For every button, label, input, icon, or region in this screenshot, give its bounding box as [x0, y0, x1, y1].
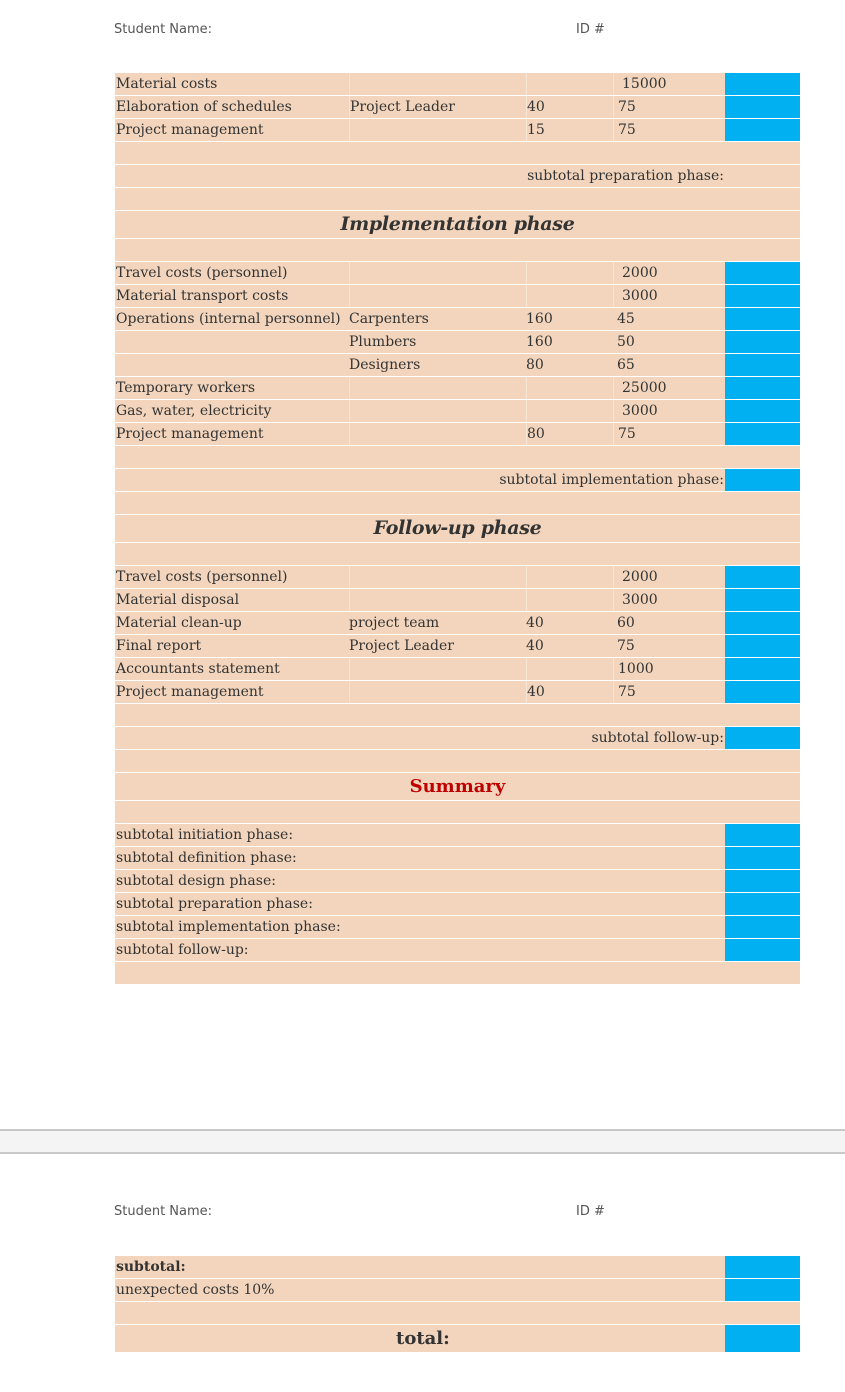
role-cell: [349, 262, 526, 284]
hours-cell: 40: [526, 638, 544, 654]
item-cell: Travel costs (personnel): [116, 569, 288, 585]
amount-input[interactable]: [725, 331, 800, 353]
rate-cell: 50: [617, 334, 635, 350]
amount-input[interactable]: [725, 119, 800, 141]
phase-title-row: [115, 211, 800, 239]
hours-cell: 40: [526, 615, 544, 631]
rate-cell: 15000: [613, 73, 725, 95]
hours-cell: [526, 285, 613, 307]
hours-cell: [526, 377, 613, 399]
summary-input[interactable]: [725, 847, 800, 869]
table-row: [115, 400, 800, 423]
empty-row: [115, 704, 800, 727]
hours-cell: [526, 658, 613, 680]
empty-row: [115, 446, 800, 469]
hours-cell: [526, 589, 613, 611]
rate-cell: 3000: [613, 400, 725, 422]
summary-label: subtotal follow-up:: [116, 942, 249, 958]
summary-row: [115, 916, 800, 939]
rate-cell: 60: [617, 615, 635, 631]
student-name-label: Student Name:: [114, 22, 213, 37]
summary-row: [115, 870, 800, 893]
amount-input[interactable]: [725, 681, 800, 703]
role-cell: Plumbers: [349, 334, 417, 350]
summary-label: subtotal preparation phase:: [116, 896, 313, 912]
amount-input[interactable]: [725, 262, 800, 284]
amount-input[interactable]: [725, 589, 800, 611]
item-cell: Material transport costs: [116, 288, 289, 304]
role-cell: Project Leader: [349, 638, 454, 654]
subtotal-label: subtotal:: [116, 1259, 186, 1275]
item-cell: Material costs: [116, 76, 218, 92]
table-row: [115, 354, 800, 377]
rate-cell: 2000: [613, 566, 725, 588]
rate-cell: 2000: [613, 262, 725, 284]
item-cell: [116, 331, 348, 353]
rate-cell: 75: [617, 638, 635, 654]
table-row: [115, 377, 800, 400]
table-row: [115, 73, 800, 96]
item-cell: Project management: [116, 684, 264, 700]
table-row: [115, 331, 800, 354]
hours-cell: 160: [526, 311, 553, 327]
role-cell: Designers: [349, 357, 421, 373]
summary-row: [115, 893, 800, 916]
summary-input[interactable]: [725, 893, 800, 915]
empty-row: [115, 1302, 800, 1325]
id-label: ID #: [576, 22, 605, 37]
summary-label: subtotal design phase:: [116, 873, 276, 889]
subtotal-row: [115, 165, 800, 188]
table-row: [115, 262, 800, 285]
table-row: [115, 612, 800, 635]
phase-title-row: [115, 515, 800, 543]
rate-cell: 75: [613, 119, 725, 141]
item-cell: Travel costs (personnel): [116, 265, 288, 281]
subtotal-row: [115, 727, 800, 750]
summary-row: [115, 824, 800, 847]
item-cell: Project management: [116, 122, 264, 138]
hours-cell: 80: [526, 357, 544, 373]
rate-cell: 3000: [613, 589, 725, 611]
table-row: [115, 285, 800, 308]
amount-input[interactable]: [725, 73, 800, 95]
amount-input[interactable]: [725, 308, 800, 330]
item-cell: [116, 354, 348, 376]
table-row: [115, 681, 800, 704]
item-cell: Operations (internal personnel): [116, 311, 341, 327]
empty-row: [115, 492, 800, 515]
rate-cell: 1000: [613, 658, 725, 680]
empty-row: [115, 239, 800, 262]
role-cell: [349, 285, 526, 307]
amount-input[interactable]: [725, 377, 800, 399]
role-cell: [349, 566, 526, 588]
role-cell: Project Leader: [349, 96, 526, 118]
subtotal-followup-label: subtotal follow-up:: [591, 730, 724, 746]
summary-input[interactable]: [725, 824, 800, 846]
id-label-page2: ID #: [576, 1204, 605, 1219]
page-divider: [0, 1129, 845, 1154]
hours-cell: [526, 400, 613, 422]
subtotal-preparation-label: subtotal preparation phase:: [527, 168, 724, 184]
amount-input[interactable]: [725, 354, 800, 376]
table-row: [115, 566, 800, 589]
table-row: [115, 635, 800, 658]
role-cell: [349, 377, 526, 399]
item-cell: Temporary workers: [116, 380, 256, 396]
amount-input[interactable]: [725, 285, 800, 307]
rate-cell: 25000: [613, 377, 725, 399]
item-cell: Gas, water, electricity: [116, 403, 272, 419]
hours-cell: 40: [526, 96, 613, 118]
table-row: [115, 589, 800, 612]
rate-cell: 3000: [613, 285, 725, 307]
hours-cell: [526, 566, 613, 588]
subtotal-row: [115, 469, 800, 492]
empty-row: [115, 188, 800, 211]
role-cell: [349, 423, 526, 445]
summary-label: subtotal implementation phase:: [116, 919, 341, 935]
hours-cell: 15: [526, 119, 613, 141]
unexpected-costs-label: unexpected costs 10%: [116, 1282, 275, 1298]
item-cell: Final report: [116, 638, 202, 654]
role-cell: Carpenters: [349, 311, 429, 327]
hours-cell: [526, 73, 613, 95]
summary-row: [115, 847, 800, 870]
table-row: [115, 423, 800, 446]
table-row: [115, 119, 800, 142]
item-cell: Material clean-up: [116, 615, 242, 631]
amount-input[interactable]: [725, 400, 800, 422]
role-cell: project team: [349, 615, 440, 631]
amount-input[interactable]: [725, 423, 800, 445]
rate-cell: 75: [613, 96, 725, 118]
hours-cell: 40: [526, 681, 613, 703]
summary-input[interactable]: [725, 916, 800, 938]
preparation-table: [115, 73, 800, 985]
amount-input[interactable]: [725, 566, 800, 588]
summary-title: Summary: [409, 776, 506, 797]
empty-row: [115, 750, 800, 773]
item-cell: Elaboration of schedules: [116, 99, 292, 115]
role-cell: [349, 119, 526, 141]
role-cell: [349, 73, 526, 95]
total-input[interactable]: [725, 1325, 800, 1352]
empty-row: [115, 543, 800, 566]
role-cell: [349, 681, 526, 703]
summary-input[interactable]: [725, 870, 800, 892]
hours-cell: 80: [526, 423, 613, 445]
hours-cell: 160: [526, 334, 553, 350]
subtotal-input[interactable]: [725, 1256, 800, 1278]
subtotal-implementation-label: subtotal implementation phase:: [499, 472, 724, 488]
unexpected-costs-input[interactable]: [725, 1279, 800, 1301]
amount-input[interactable]: [725, 96, 800, 118]
total-label: total:: [396, 1328, 450, 1349]
summary-label: subtotal definition phase:: [116, 850, 297, 866]
empty-row: [115, 801, 800, 824]
rate-cell: 75: [613, 681, 725, 703]
student-name-label-page2: Student Name:: [114, 1204, 213, 1219]
unexpected-costs-row: [115, 1279, 800, 1302]
rate-cell: 75: [613, 423, 725, 445]
table-row: [115, 96, 800, 119]
total-row: [115, 1325, 800, 1353]
role-cell: [349, 658, 526, 680]
rate-cell: 45: [617, 311, 635, 327]
summary-input[interactable]: [725, 939, 800, 961]
rate-cell: 65: [617, 357, 635, 373]
amount-input[interactable]: [725, 612, 800, 634]
implementation-phase-title: Implementation phase: [340, 213, 575, 235]
followup-phase-title: Follow-up phase: [373, 517, 542, 539]
totals-table: [115, 1256, 800, 1353]
table-row: [115, 658, 800, 681]
subtotal-followup-input[interactable]: [725, 727, 800, 749]
item-cell: Project management: [116, 426, 264, 442]
hours-cell: [526, 262, 613, 284]
summary-title-row: [115, 773, 800, 801]
empty-row: [115, 142, 800, 165]
subtotal-implementation-input[interactable]: [725, 469, 800, 491]
amount-input[interactable]: [725, 635, 800, 657]
empty-row: [115, 962, 800, 985]
role-cell: [349, 400, 526, 422]
subtotal-row: [115, 1256, 800, 1279]
summary-row: [115, 939, 800, 962]
amount-input[interactable]: [725, 658, 800, 680]
summary-label: subtotal initiation phase:: [116, 827, 294, 843]
item-cell: Material disposal: [116, 592, 240, 608]
role-cell: [349, 589, 526, 611]
item-cell: Accountants statement: [116, 661, 280, 677]
table-row: [115, 308, 800, 331]
